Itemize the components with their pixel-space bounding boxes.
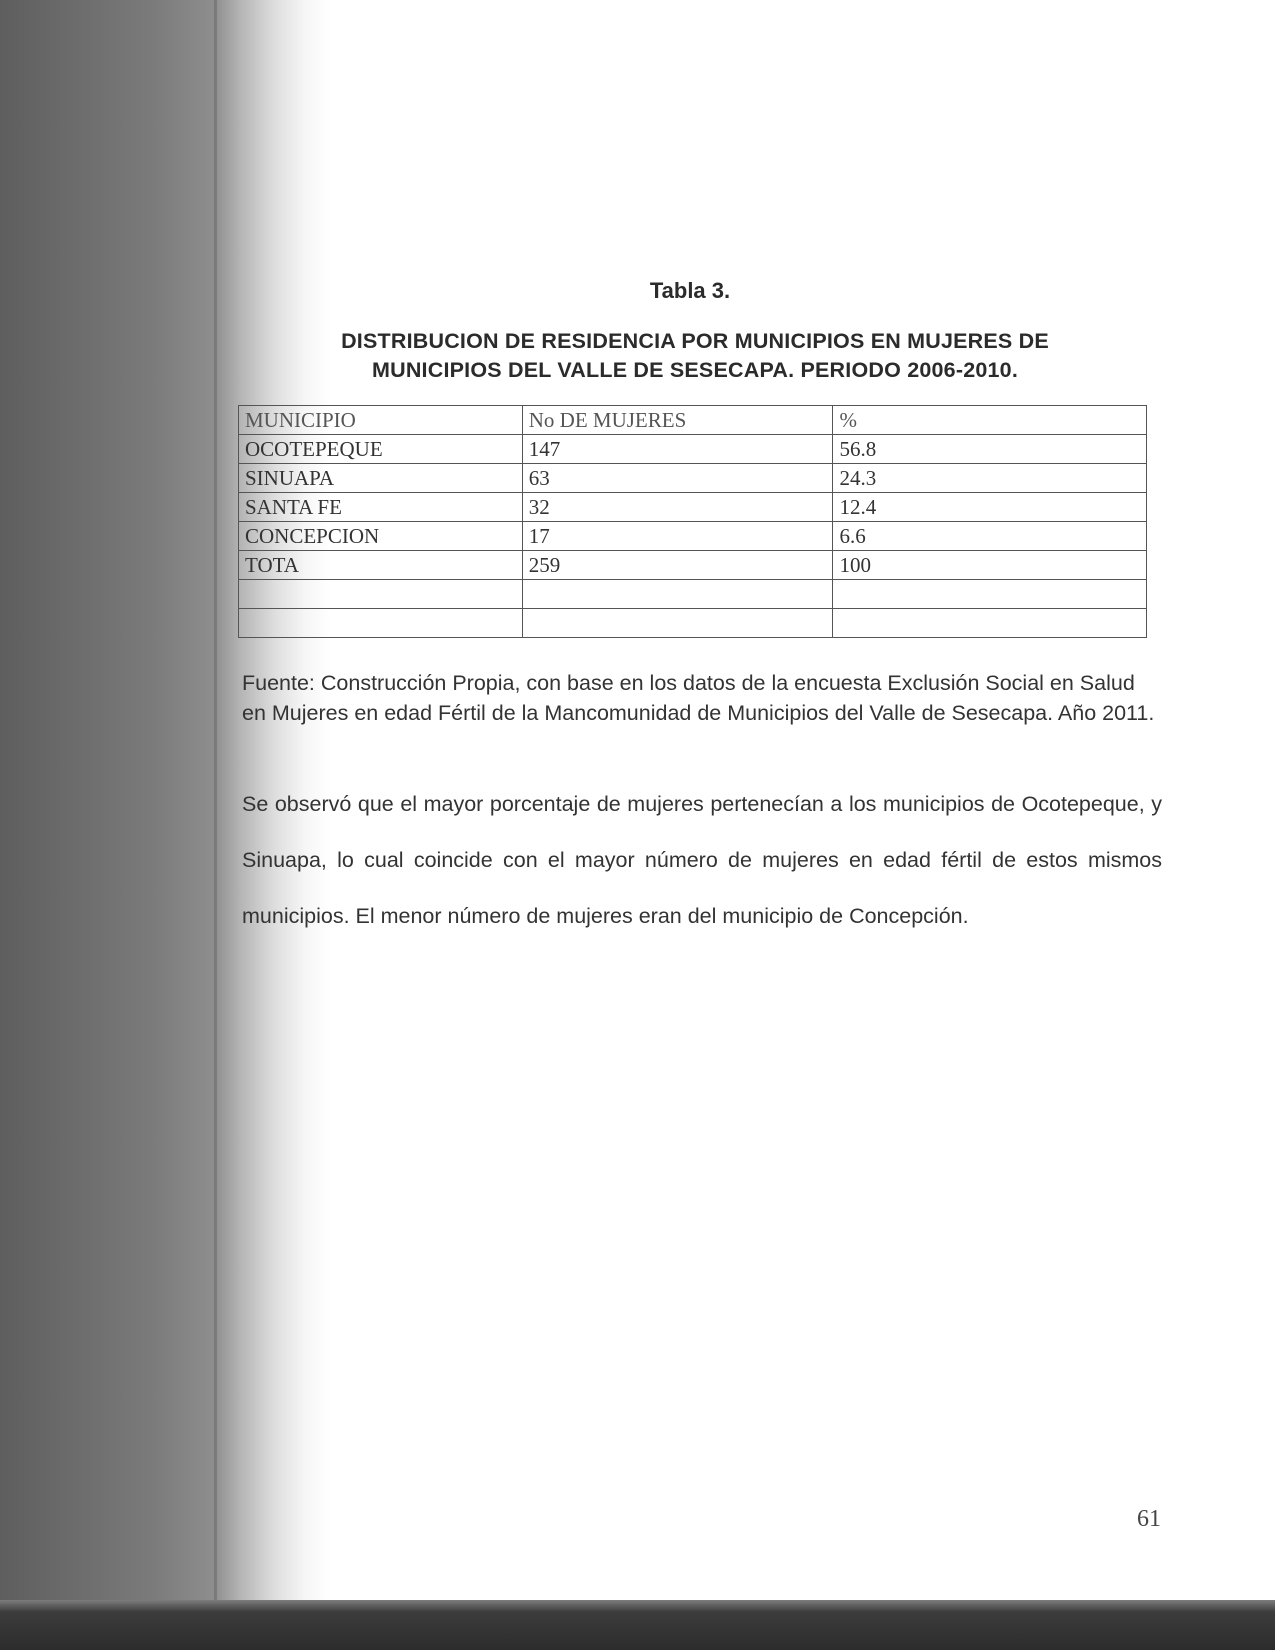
header-cell-no-mujeres: No DE MUJERES bbox=[522, 406, 833, 435]
table-row bbox=[239, 435, 1147, 464]
table-header-row bbox=[239, 406, 1147, 435]
body-paragraph: Se observó que el mayor porcentaje de mujeres pertenecían a los municipios de Ocotepeque, y Sinuapa, lo cual coincide con el mayor número de mujeres en edad fértil de estos mismos municipios. El menor número de mujeres eran del municipio de Concepción. bbox=[242, 792, 1162, 928]
cell-percent: 24.3 bbox=[833, 464, 1147, 493]
cell-count: 32 bbox=[522, 493, 833, 522]
table-row bbox=[239, 464, 1147, 493]
cell-empty bbox=[833, 609, 1147, 638]
cell-percent: 56.8 bbox=[833, 435, 1147, 464]
table-title-line-1: DISTRIBUCION DE RESIDENCIA POR MUNICIPIOS EN MUJERES DE bbox=[341, 329, 1049, 353]
table-title-line-2: MUNICIPIOS DEL VALLE DE SESECAPA. PERIODO 2006-2010. bbox=[371, 358, 1018, 382]
page-number: 61 bbox=[1137, 1506, 1161, 1532]
table-row-empty bbox=[239, 609, 1147, 638]
cell-municipio: TOTA bbox=[239, 551, 523, 580]
header-cell-municipio: MUNICIPIO bbox=[239, 406, 523, 435]
table-row bbox=[239, 522, 1147, 551]
source-note: Fuente: Construcción Propia, con base en los datos de la encuesta Exclusión Social en Salud en Mujeres en edad Fértil de la Mancomunidad de Municipios del Valle de Sesecapa. Año 2011. bbox=[242, 671, 1155, 725]
table-label: Tabla 3. bbox=[649, 278, 731, 303]
residence-table bbox=[238, 405, 1147, 638]
header-cell-percent: % bbox=[833, 406, 1147, 435]
cell-count: 63 bbox=[522, 464, 833, 493]
cell-count: 259 bbox=[522, 551, 833, 580]
cell-percent: 100 bbox=[833, 551, 1147, 580]
cell-empty bbox=[833, 580, 1147, 609]
cell-empty bbox=[239, 609, 523, 638]
cell-empty bbox=[239, 580, 523, 609]
cell-percent: 12.4 bbox=[833, 493, 1147, 522]
scan-bottom-edge bbox=[0, 1600, 1275, 1650]
cell-municipio: CONCEPCION bbox=[239, 522, 523, 551]
table-title bbox=[260, 327, 1130, 385]
cell-empty bbox=[522, 609, 833, 638]
table-row-total bbox=[239, 551, 1147, 580]
cell-percent: 6.6 bbox=[833, 522, 1147, 551]
table-row bbox=[239, 493, 1147, 522]
cell-count: 147 bbox=[522, 435, 833, 464]
cell-municipio: OCOTEPEQUE bbox=[239, 435, 523, 464]
cell-empty bbox=[522, 580, 833, 609]
cell-municipio: SINUAPA bbox=[239, 464, 523, 493]
cell-municipio: SANTA FE bbox=[239, 493, 523, 522]
cell-count: 17 bbox=[522, 522, 833, 551]
binding-edge bbox=[214, 0, 217, 1600]
table-row-empty bbox=[239, 580, 1147, 609]
